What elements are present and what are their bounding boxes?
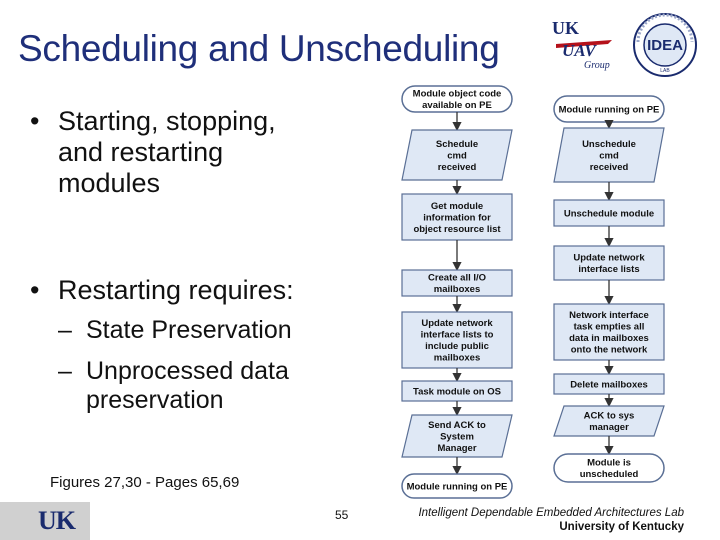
- flow-step-text: Manager: [437, 442, 477, 454]
- flow-step-text: Create all I/O: [427, 272, 487, 284]
- flow-step-left-column-4: [402, 270, 512, 296]
- flow-step-left-column-8: [402, 474, 512, 498]
- flow-step-text: data in mailboxes: [569, 333, 649, 345]
- flow-step-text: interface lists to: [420, 329, 494, 341]
- sub-bullet-state-preservation: [58, 316, 358, 346]
- sub-bullet-unprocessed-data: [58, 357, 358, 419]
- flow-step-text: Update network: [421, 318, 493, 330]
- sub-bullet-line: preservation: [86, 386, 224, 414]
- figure-caption: Figures 27,30 - Pages 65,69: [50, 474, 240, 491]
- flow-step-text: object resource list: [413, 223, 501, 235]
- flow-step-left-column-1: [402, 86, 512, 112]
- flow-step-text: manager: [589, 422, 629, 434]
- flow-step-text: Module running on PE: [558, 104, 660, 116]
- flow-step-text: Module object code: [412, 88, 502, 100]
- flow-step-text: Send ACK to: [428, 419, 486, 431]
- bullet-line: Restarting requires:: [58, 275, 294, 305]
- flow-step-text: Update network: [573, 252, 645, 264]
- flow-step-text: Get module: [430, 200, 484, 212]
- uk-logo-middle: UAV: [562, 41, 596, 60]
- flow-step-text: Network interface: [569, 310, 649, 322]
- footer-uk-logo: [0, 502, 90, 540]
- flow-step-right-column-6: [554, 374, 664, 394]
- flow-step-left-column-3: [402, 194, 512, 240]
- sub-bullet-line: Unprocessed data: [86, 357, 289, 385]
- flow-step-text: interface lists: [578, 264, 640, 276]
- flow-step-right-column-8: [554, 454, 664, 482]
- flow-step-text: include public: [425, 341, 489, 353]
- flow-step-text: Task module on OS: [413, 386, 501, 398]
- bullet-restarting: [30, 275, 360, 309]
- flow-step-right-column-2: [554, 128, 664, 182]
- uk-logo-top: UK: [552, 18, 579, 38]
- flow-step-text: Unschedule: [582, 138, 636, 150]
- idea-lab-seal-logo: [630, 12, 700, 78]
- idea-logo-text: IDEA: [647, 37, 683, 54]
- flow-step-right-column-5: [554, 304, 664, 360]
- flow-step-text: Unschedule module: [563, 208, 655, 220]
- flow-step-text: System: [440, 431, 474, 443]
- sub-bullet-line: State Preservation: [86, 316, 292, 344]
- flow-step-text: Module running on PE: [406, 481, 508, 493]
- flow-step-text: Delete mailboxes: [570, 379, 648, 391]
- sub-bullet-dash: –: [58, 357, 72, 385]
- footer-uk-logo-text: UK: [38, 506, 75, 535]
- flow-step-left-column-5: [402, 312, 512, 368]
- flow-step-right-column-4: [554, 246, 664, 280]
- slide-title: Scheduling and Unscheduling: [18, 28, 500, 69]
- flow-step-text: available on PE: [422, 100, 492, 112]
- bullet-dot: •: [30, 106, 40, 136]
- flow-step-text: received: [589, 161, 629, 173]
- bullet-line: Starting, stopping,: [58, 106, 276, 136]
- footer-lab-name: Intelligent Dependable Embedded Architectures Lab: [418, 507, 684, 519]
- idea-logo-small: LAB: [660, 68, 670, 74]
- flow-step-left-column-7: [402, 415, 512, 457]
- flow-step-text: onto the network: [570, 344, 648, 356]
- flow-step-left-column-2: [402, 130, 512, 180]
- sub-bullet-dash: –: [58, 316, 72, 344]
- footer-lab-credit: [418, 506, 684, 534]
- flow-step-text: received: [437, 161, 477, 173]
- flow-step-text: mailboxes: [433, 352, 481, 364]
- flow-step-text: Module is: [587, 457, 631, 469]
- bullet-dot: •: [30, 275, 40, 305]
- flow-step-right-column-7: [554, 406, 664, 436]
- flow-step-right-column-1: [554, 96, 664, 122]
- flow-step-text: ACK to sys: [583, 410, 635, 422]
- flow-step-left-column-6: [402, 381, 512, 401]
- bullet-starting: [30, 106, 350, 206]
- flow-step-text: information for: [423, 212, 491, 224]
- flow-step-text: task empties all: [573, 321, 645, 333]
- flow-step-text: Schedule: [435, 138, 479, 150]
- footer-university: University of Kentucky: [559, 521, 684, 533]
- uk-uav-group-logo: [548, 14, 618, 72]
- page-number: 55: [335, 508, 349, 522]
- flow-step-right-column-3: [554, 200, 664, 226]
- flow-step-text: cmd: [599, 150, 619, 162]
- scheduling-flowchart: [378, 82, 714, 502]
- bullet-line: modules: [58, 168, 161, 198]
- flow-step-text: mailboxes: [433, 284, 481, 296]
- flow-step-text: cmd: [447, 150, 467, 162]
- flow-step-text: unscheduled: [579, 469, 639, 481]
- bullet-line: and restarting: [58, 137, 224, 167]
- uk-logo-bottom: Group: [584, 60, 610, 71]
